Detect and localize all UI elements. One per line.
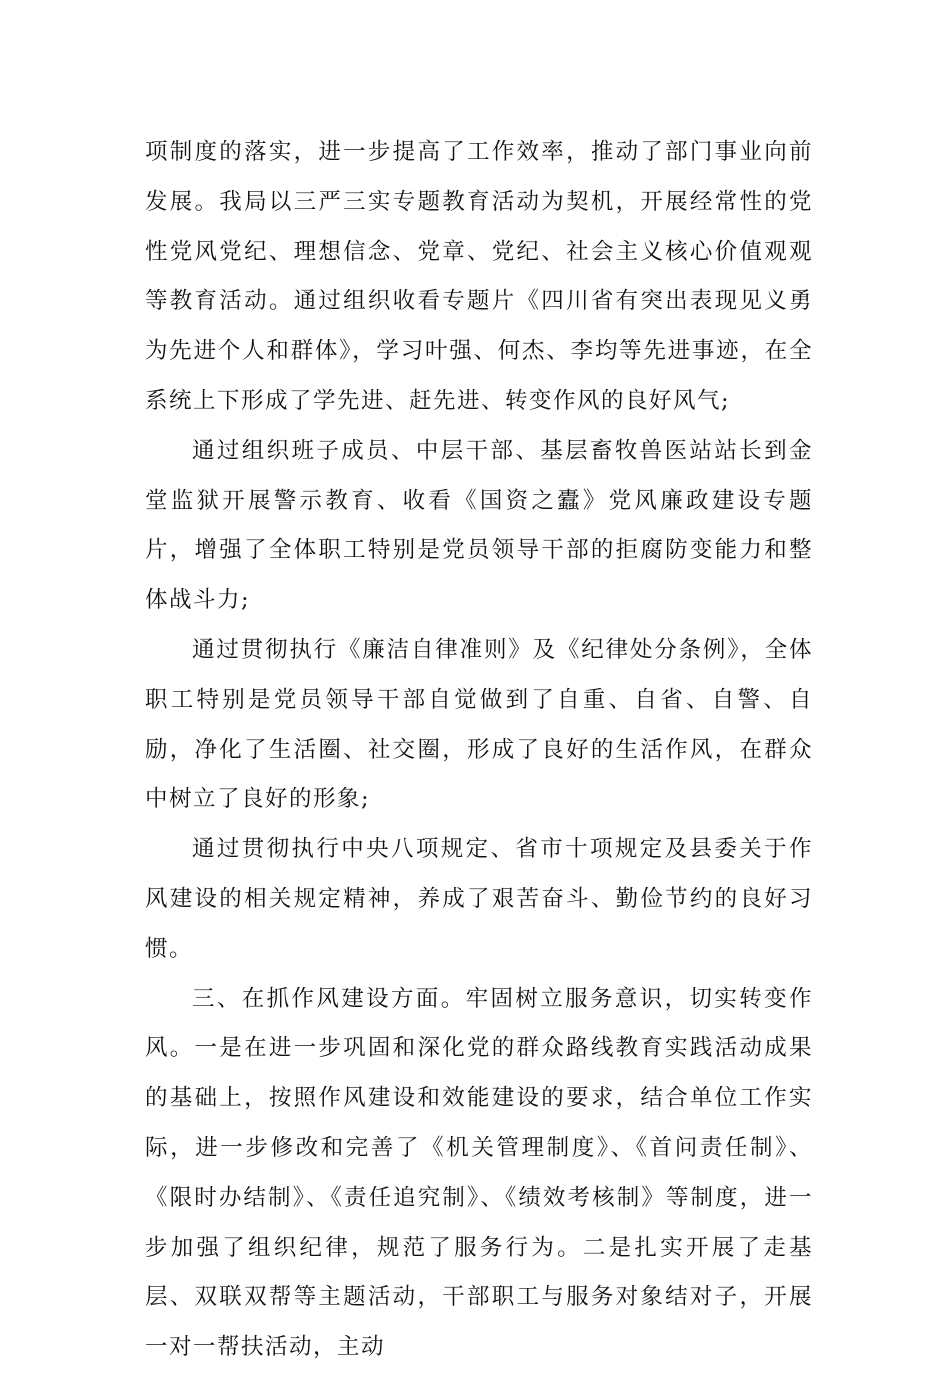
document-body xyxy=(145,128,813,1373)
paragraph-5: 三、在抓作风建设方面。牢固树立服务意识，切实转变作风。一是在进一步巩固和深化党的群众路线教育实践活动成果的基础上，按照作风建设和效能建设的要求，结合单位工作实际，进一步修改和完善了《机关管理制度》、《首问责任制》、《限时办结制》、《责任追究制》、《绩效考核制》等制度，进一步加强了组织纪律，规范了服务行为。二是扎实开展了走基层、双联双帮等主题活动，干部职工与服务对象结对子，开展一对一帮扶活动，主动 xyxy=(145,985,813,1361)
paragraph-4: 通过贯彻执行中央八项规定、省市十项规定及县委关于作风建设的相关规定精神，养成了艰苦奋斗、勤俭节约的良好习惯。 xyxy=(145,836,813,962)
paragraph-2: 通过组织班子成员、中层干部、基层畜牧兽医站站长到金堂监狱开展警示教育、收看《国资之蠹》党风廉政建设专题片，增强了全体职工特别是党员领导干部的拒腐防变能力和整体战斗力; xyxy=(145,437,813,614)
paragraph-1: 项制度的落实，进一步提高了工作效率，推动了部门事业向前发展。我局以三严三实专题教育活动为契机，开展经常性的党性党风党纪、理想信念、党章、党纪、社会主义核心价值观观等教育活动。通过组织收看专题片《四川省有突出表现见义勇为先进个人和群体》，学习叶强、何杰、李均等先进事迹，在全系统上下形成了学先进、赶先进、转变作风的良好风气; xyxy=(145,139,813,414)
paragraph-3: 通过贯彻执行《廉洁自律准则》及《纪律处分条例》，全体职工特别是党员领导干部自觉做到了自重、自省、自警、自励，净化了生活圈、社交圈，形成了良好的生活作风，在群众中树立了良好的形象; xyxy=(145,636,813,813)
